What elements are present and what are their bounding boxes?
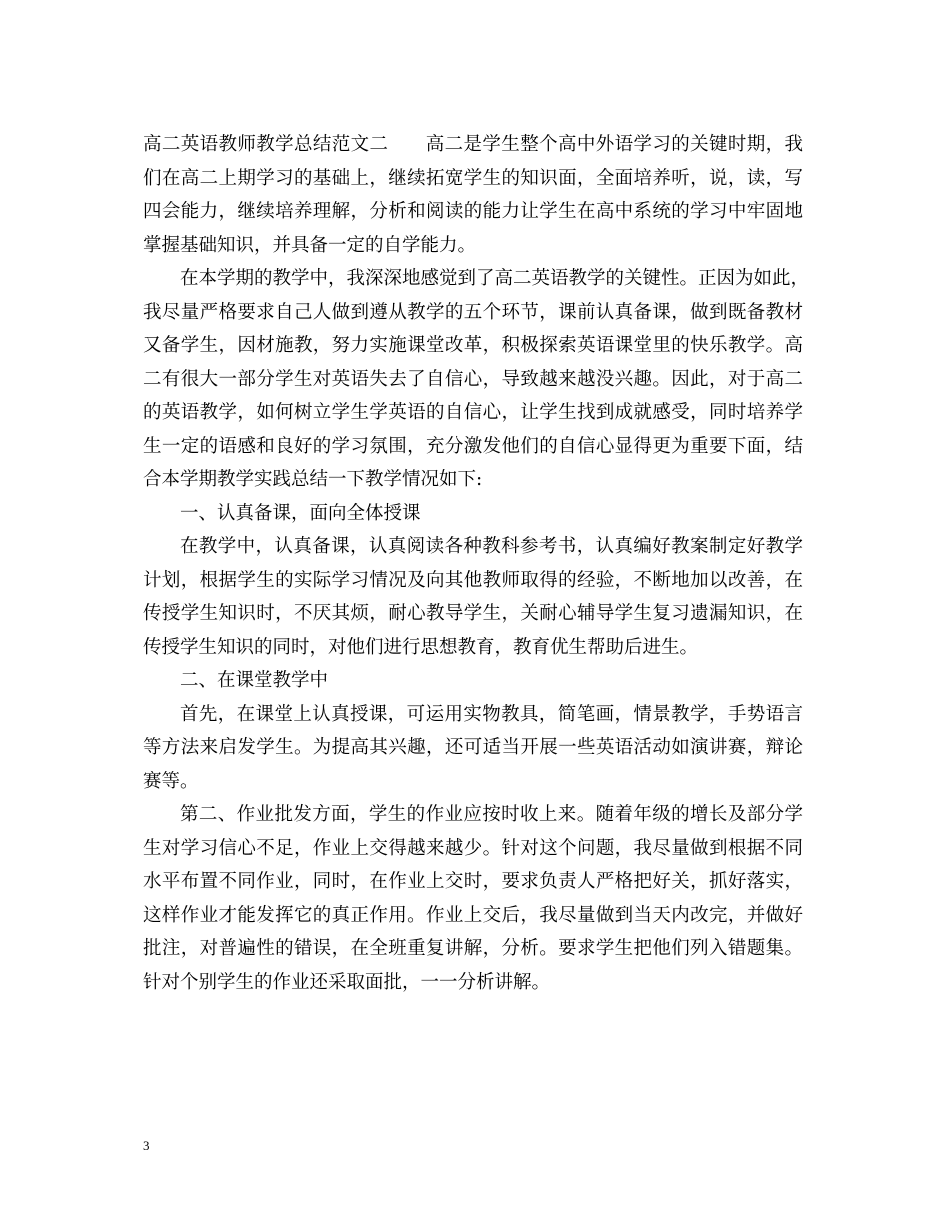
body-text xyxy=(143,128,810,999)
text-line: 第二、作业批发方面，学生的作业应按时收上来。随着年级的增长及部分学 xyxy=(180,804,803,825)
text-line: 批注，对普遍性的错误，在全班重复讲解，分析。要求学生把他们列入错题集。 xyxy=(143,938,803,959)
text-line xyxy=(143,128,803,162)
text-line: 等方法来启发学生。为提高其兴趣，还可适当开展一些英语活动如演讲赛，辩论 xyxy=(143,737,803,758)
text-line: 的英语教学，如何树立学生学英语的自信心，让学生找到成就感受，同时培养学 xyxy=(143,402,803,423)
text-line: 针对个别学生的作业还采取面批，一一分析讲解。 xyxy=(143,971,551,993)
text-line: 又备学生，因材施教，努力实施课堂改革，积极探索英语课堂里的快乐教学。高 xyxy=(143,335,803,356)
text-line: 赛等。 xyxy=(143,770,199,792)
text-line: 这样作业才能发挥它的真正作用。作业上交后，我尽量做到当天内改完，并做好 xyxy=(143,904,803,926)
text-line: 四会能力，继续培养理解，分析和阅读的能力让学生在高中系统的学习中牢固地 xyxy=(143,201,803,222)
text-line-content: 高二是学生整个高中外语学习的关键时期，我 xyxy=(425,134,803,155)
section-heading: 二、在课堂教学中 xyxy=(180,670,329,691)
text-line: 们在高二上期学习的基础上，继续拓宽学生的知识面，全面培养听，说，读，写 xyxy=(143,167,803,189)
text-line: 水平布置不同作业，同时，在作业上交时，要求负责人严格把好关，抓好落实， xyxy=(143,871,803,892)
text-line: 我尽量严格要求自己人做到遵从教学的五个环节，课前认真备课，做到既备教材 xyxy=(143,301,803,323)
text-line: 首先，在课堂上认真授课，可运用实物教具，简笔画，情景教学，手势语言 xyxy=(180,703,803,725)
text-line: 传授学生知识时，不厌其烦，耐心教导学生，关耐心辅导学生复习遗漏知识，在 xyxy=(143,603,803,624)
text-line: 传授学生知识的同时，对他们进行思想教育，教育优生帮助后进生。 xyxy=(143,636,699,658)
text-line: 在教学中，认真备课，认真阅读各种教科参考书，认真编好教案制定好教学 xyxy=(180,536,803,557)
text-line: 合本学期教学实践总结一下教学情况如下: xyxy=(143,469,483,490)
text-line: 计划，根据学生的实际学习情况及向其他教师取得的经验，不断地加以改善，在 xyxy=(143,569,803,591)
text-line: 生对学习信心不足，作业上交得越来越少。针对这个问题，我尽量做到根据不同 xyxy=(143,837,803,859)
section-heading: 一、认真备课，面向全体授课 xyxy=(180,502,421,524)
text-line: 生一定的语感和良好的学习氛围，充分激发他们的自信心显得更为重要下面，结 xyxy=(143,435,803,457)
text-line: 二有很大一部分学生对英语失去了自信心，导致越来越没兴趣。因此，对于高二 xyxy=(143,368,803,390)
document-title: 高二英语教师教学总结范文二 xyxy=(143,134,389,155)
text-line: 掌握基础知识，并具备一定的自学能力。 xyxy=(143,234,477,256)
page-number: 3 xyxy=(143,1138,150,1153)
text-line: 在本学期的教学中，我深深地感觉到了高二英语教学的关键性。正因为如此， xyxy=(180,268,810,289)
